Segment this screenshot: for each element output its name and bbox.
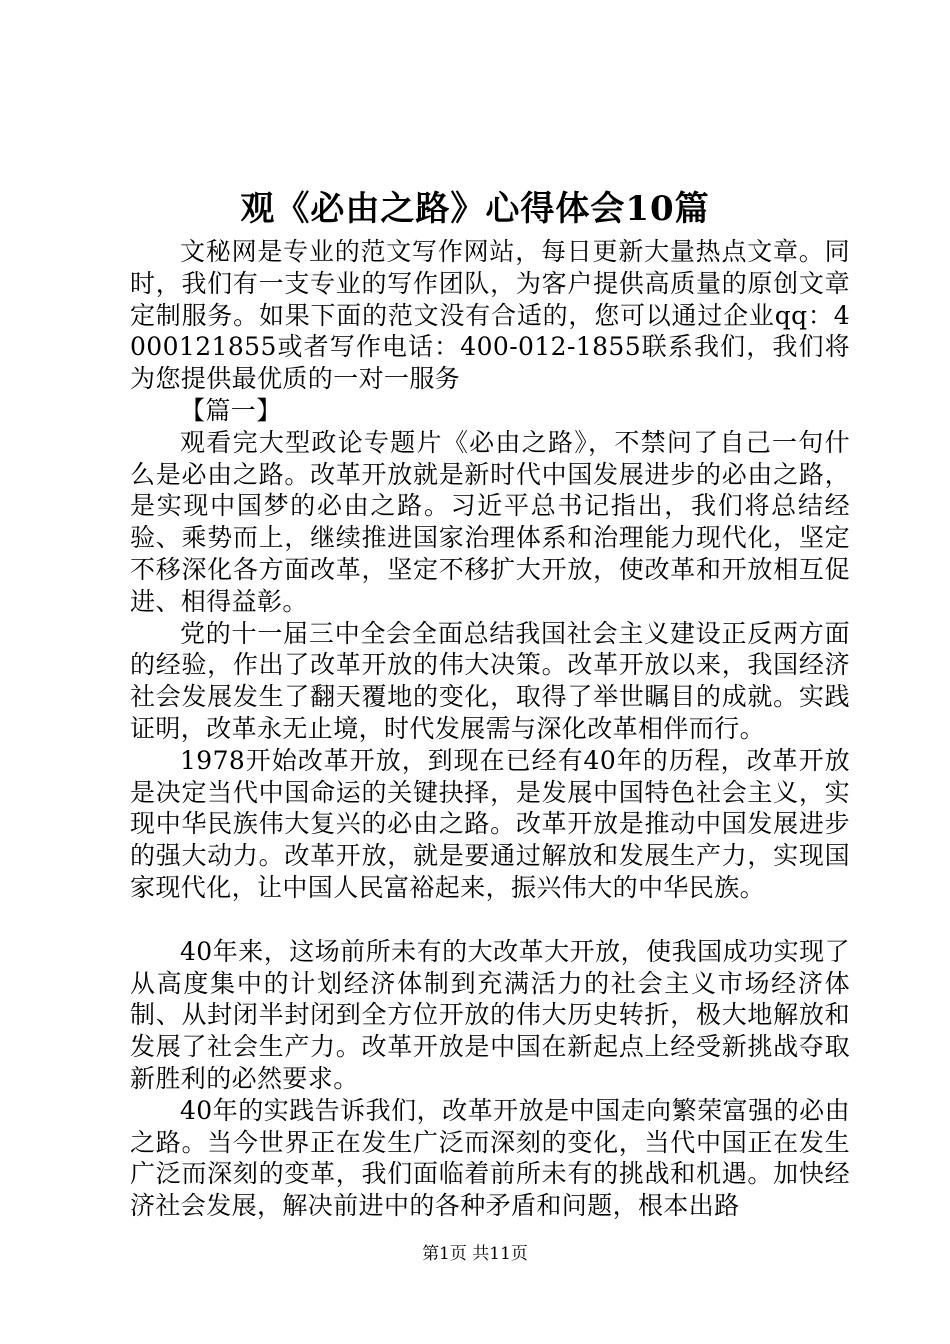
paragraph: 观看完大型政论专题片《必由之路》，不禁问了自己一句什么是必由之路。改革开放就是新时代中国发展进步的必由之路，是实现中国梦的必由之路。习近平总书记指出，我们将总结经验、乘势而上，继续推进国家治理体系和治理能力现代化，坚定不移深化各方面改革，坚定不移扩大开放，使改革和开放相互促进、相得益彰。 xyxy=(130,427,850,616)
document-body xyxy=(130,236,850,1222)
section-heading: 【篇一】 xyxy=(180,395,282,425)
paragraph: 40年来，这场前所未有的大改革大开放，使我国成功实现了从高度集中的计划经济体制到充满活力的社会主义市场经济体制、从封闭半封闭到全方位开放的伟大历史转折，极大地解放和发展了社会生产力。改革开放是中国在新起点上经受新挑战夺取新胜利的必然要求。 xyxy=(130,936,850,1093)
paragraph: 党的十一届三中全会全面总结我国社会主义建设正反两方面的经验，作出了改革开放的伟大决策。改革开放以来，我国经济社会发展发生了翻天覆地的变化，取得了举世瞩目的成就。实践证明，改革永无止境，时代发展需与深化改革相伴而行。 xyxy=(130,618,850,743)
paragraph: 40年的实践告诉我们，改革开放是中国走向繁荣富强的必由之路。当今世界正在发生广泛而深刻的变化，当代中国正在发生广泛而深刻的变革，我们面临着前所未有的挑战和机遇。加快经济社会发展，解决前进中的各种矛盾和问题，根本出路 xyxy=(130,1095,850,1221)
page-number-footer: 第1页 共11页 xyxy=(422,1244,528,1264)
paragraph: 1978开始改革开放，到现在已经有40年的历程，改革开放是决定当代中国命运的关键抉择，是发展中国特色社会主义，实现中华民族伟大复兴的必由之路。改革开放是推动中国发展进步的强大动力。改革开放，就是要通过解放和发展生产力，实现国家现代化，让中国人民富裕起来，振兴伟大的中华民族。 xyxy=(130,745,850,902)
document-title: 观《必由之路》心得体会10篇 xyxy=(240,189,710,229)
paragraph-intro: 文秘网是专业的范文写作网站，每日更新大量热点文章。同时，我们有一支专业的写作团队，为客户提供高质量的原创文章定制服务。如果下面的范文没有合适的，您可以通过企业qq：4000121855或者写作电话：400-012-1855联系我们，我们将为您提供最优质的一对一服务 xyxy=(130,237,850,394)
